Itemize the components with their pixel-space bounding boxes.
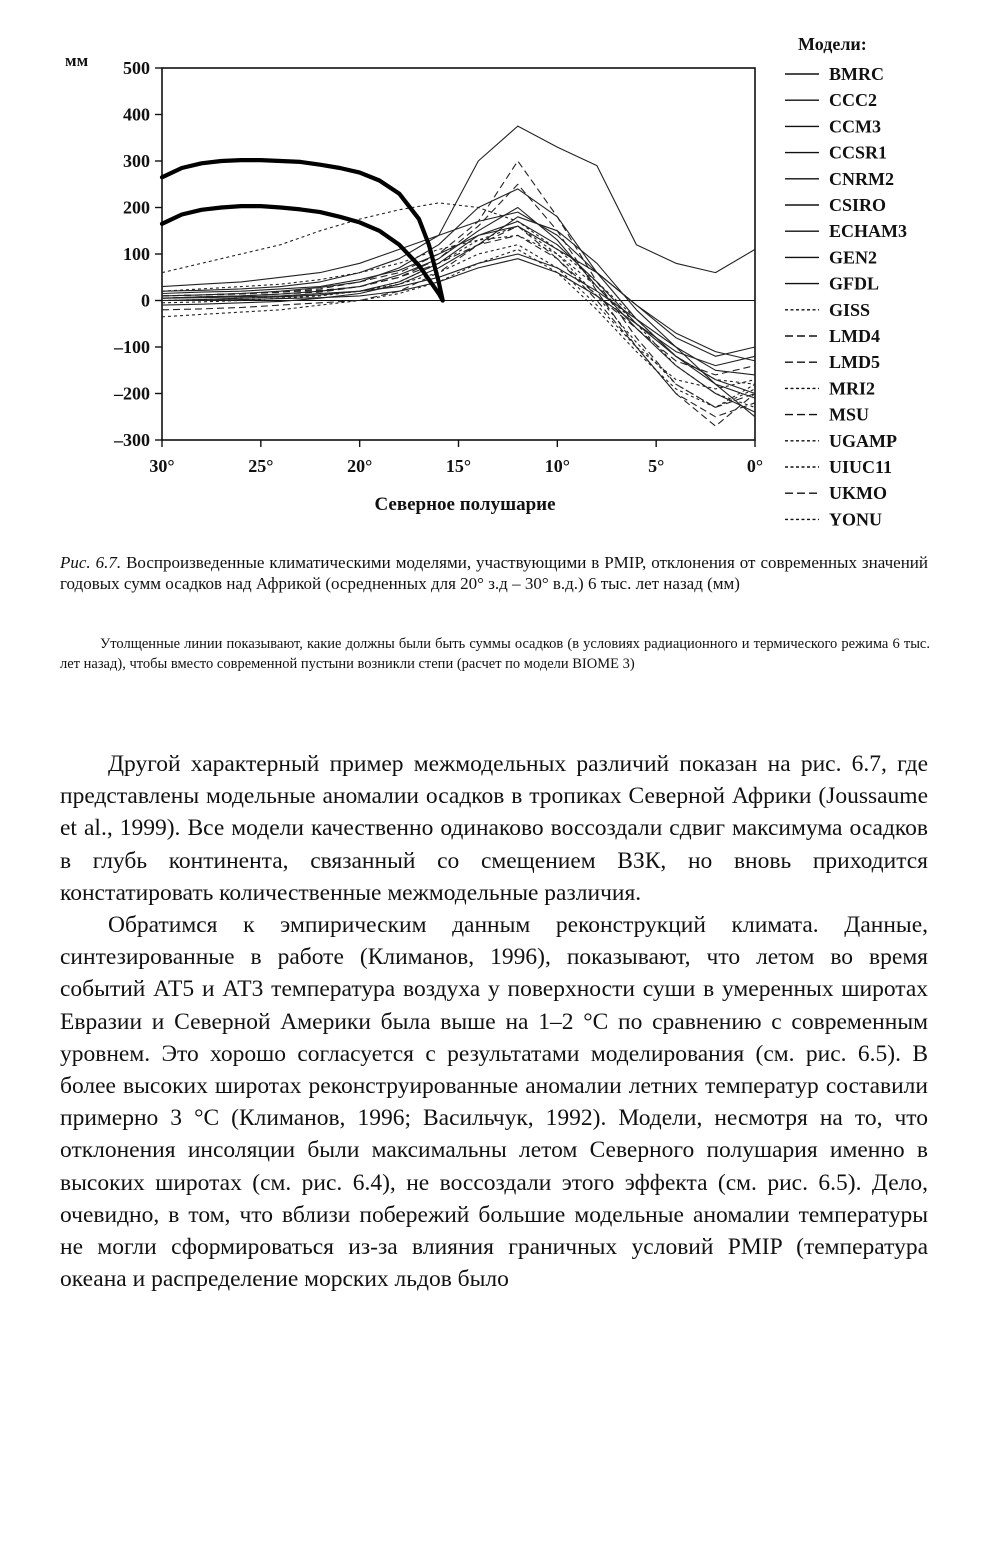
chart-svg <box>55 28 955 548</box>
y-tick-label: 500 <box>123 58 150 78</box>
legend-label-lmd5: LMD5 <box>829 352 880 373</box>
precipitation-anomaly-chart <box>55 28 955 548</box>
legend-label-lmd4: LMD4 <box>829 326 880 346</box>
series-line-csiro <box>162 217 755 417</box>
paragraph-1: Другой характерный пример межмодельных различий показан на рис. 6.7, где представлены модельные аномалии осадков в тропиках Северной Африки (Joussaume et al., 1999). Все модели качественно одинаково воссоздали сдвиг максимума осадков в глубь континента, связанный со смещением ВЗК, но вновь приходится констатировать количественные межмодельные различия. <box>60 751 928 906</box>
legend-label-ugamp: UGAMP <box>829 430 897 451</box>
legend-label-msu: MSU <box>829 404 869 425</box>
y-tick-label: 300 <box>123 151 150 171</box>
y-tick-label: 200 <box>123 197 150 218</box>
x-axis-label: Северное полушарие <box>374 494 556 515</box>
legend-label-uiuc11: UIUC11 <box>829 457 893 477</box>
x-tick-label: 10° <box>544 456 570 476</box>
legend-label-gen2: GEN2 <box>829 247 878 268</box>
series-line-yonu <box>162 245 755 389</box>
series-line-ccm3 <box>162 126 755 291</box>
legend-label-gfdl: GFDL <box>829 273 880 294</box>
legend-label-cnrm2: CNRM2 <box>829 168 894 189</box>
series-line-echam3 <box>162 212 755 356</box>
y-tick-label: –100 <box>114 337 150 357</box>
x-tick-label: 15° <box>445 456 472 476</box>
legend-title: Модели: <box>798 34 867 54</box>
x-tick-label: 0° <box>746 456 764 476</box>
figure-number: Рис. 6.7. <box>60 553 122 572</box>
legend-label-yonu: YONU <box>829 509 882 530</box>
y-tick-label: 100 <box>123 244 150 264</box>
x-tick-label: 20° <box>347 456 373 476</box>
y-axis-unit-label: мм <box>65 51 89 70</box>
thick-curve-1 <box>162 160 443 300</box>
y-tick-label: 400 <box>123 104 150 125</box>
y-tick-label: 0 <box>141 290 150 311</box>
figure-caption <box>60 552 928 594</box>
legend-label-ccc2: CCC2 <box>829 90 877 111</box>
series-line-gfdl <box>162 259 755 366</box>
y-tick-label: –300 <box>114 430 150 450</box>
paragraph-2: Обратимся к эмпирическим данным реконструкций климата. Данные, синтезированные в работе (Климанов, 1996), показывают, что летом во время событий АТ5 и АТ3 температура воздуха у поверхности суши в умеренных широтах Евразии и Северной Америки была выше на 1–2 °С по сравнению с современным уровнем. Это хорошо согласуется с результатами моделирования (см. рис. 6.5). В более высоких широтах реконструированные аномалии летних температур составили примерно 3 °С (Климанов, 1996; Васильчук, 1992). Модели, несмотря на то, что отклонения инсоляции были максимальны летом Северного полушария именно в высоких широтах (см. рис. 6.4), не воссоздали этого эффекта (см. рис. 6.5). Дело, очевидно, в том, что вблизи побережий большие модельные аномалии температуры не могли сформироваться из-за влияния граничных условий PMIP (температура океана и распределение морских льдов было <box>60 912 928 1293</box>
x-tick-label: 30° <box>149 456 175 476</box>
legend-label-giss: GISS <box>829 299 871 320</box>
x-tick-label: 5° <box>648 456 665 476</box>
x-tick-label: 25° <box>248 456 274 476</box>
figure-note: Утолщенные линии показывают, какие должны были быть суммы осадков (в условиях радиационного и термического режима 6 тыс. лет назад), чтобы вместо современной пустыни возникли степи (расчет по модели BIOME 3) <box>60 636 930 672</box>
series-line-uiuc11 <box>162 249 755 407</box>
legend-label-bmrc: BMRC <box>829 64 884 84</box>
legend-label-ukmo: UKMO <box>829 483 887 504</box>
y-tick-label: –200 <box>114 383 150 404</box>
figure-caption-text: Воспроизведенные климатическими моделями, участвующими в PMIP, отклонения от современных значений годовых сумм осадков над Африкой (осредненных для 20° з.д – 30° в.д.) 6 тыс. лет назад (мм) <box>60 553 928 593</box>
body-text <box>60 748 928 1295</box>
legend-label-echam3: ECHAM3 <box>829 221 907 242</box>
legend-label-ccm3: CCM3 <box>829 116 881 137</box>
legend-label-ccsr1: CCSR1 <box>829 142 888 163</box>
legend-label-csiro: CSIRO <box>829 195 887 215</box>
legend-label-mri2: MRI2 <box>829 378 875 399</box>
